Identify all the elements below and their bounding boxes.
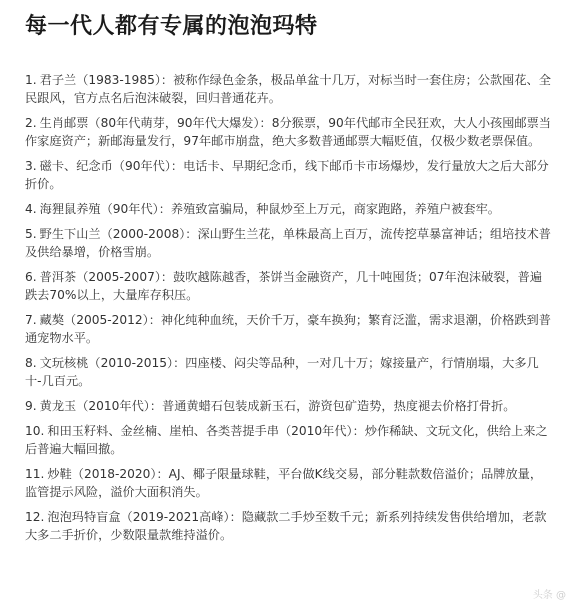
item-text: 炒鞋（2018-2020）：AJ、椰子限量球鞋，平台做K线交易，部分鞋款数倍溢价；品牌放量，监管提示风险，溢价大面积消失。 (25, 467, 543, 499)
item-text: 文玩核桃（2010-2015）：四座楼、闷尖等品种，一对几十万；嫁接量产，行情崩塌，大多几十-几百元。 (25, 356, 539, 388)
list-item-6 (25, 268, 554, 304)
item-text: 普洱茶（2005-2007）：鼓吹越陈越香，茶饼当金融资产，几十吨囤货；07年泡沫破裂，普遍跌去70%以上，大量库存积压。 (25, 270, 543, 302)
list-item-9 (25, 397, 554, 415)
list-item-7 (25, 311, 554, 347)
item-text: 海狸鼠养殖（90年代）：养殖致富骗局，种鼠炒至上万元，商家跑路，养殖户被套牢。 (39, 202, 500, 216)
item-text: 野生下山兰（2000-2008）：深山野生兰花，单株最高上百万，流传挖草暴富神话；组培技术普及供给暴增，价格雪崩。 (25, 227, 551, 259)
list-item-3 (25, 157, 554, 193)
item-text: 黄龙玉（2010年代）：普通黄蜡石包装成新玉石，游资包矿造势，热度褪去价格打骨折。 (39, 399, 516, 413)
item-number: 9. (25, 399, 37, 413)
article-title: 每一代人都有专属的泡泡玛特 (25, 14, 318, 39)
list-item-10 (25, 422, 554, 458)
list-item-4 (25, 200, 554, 218)
item-number: 2. (25, 116, 37, 130)
item-number: 1. (25, 73, 37, 87)
list-item-11 (25, 465, 554, 501)
item-text: 泡泡玛特盲盒（2019-2021高峰）：隐藏款二手炒至数千元；新系列持续发售供给增加，老款大多二手折价，少数限量款维持溢价。 (25, 510, 547, 542)
item-number: 12. (25, 510, 45, 524)
item-number: 3. (25, 159, 37, 173)
item-number: 7. (25, 313, 37, 327)
list-item-5 (25, 225, 554, 261)
item-list (25, 71, 554, 544)
watermark: 头条 @ (532, 590, 566, 601)
item-number: 4. (25, 202, 37, 216)
item-number: 10. (25, 424, 45, 438)
item-number: 8. (25, 356, 37, 370)
item-text: 和田玉籽料、金丝楠、崖柏、各类菩提手串（2010年代）：炒作稀缺、文玩文化，供给上来之后普遍大幅回撤。 (25, 424, 548, 456)
item-text: 藏獒（2005-2012）：神化纯种血统，天价千万，豪车换狗；繁育泛滥，需求退潮，价格跌到普通宠物水平。 (25, 313, 551, 345)
item-text: 君子兰（1983-1985）：被称作绿色金条，极品单盆十几万，对标当时一套住房；公款囤花、全民跟风，官方点名后泡沫破裂，回归普通花卉。 (25, 73, 551, 105)
item-number: 5. (25, 227, 37, 241)
list-item-12 (25, 508, 554, 544)
item-text: 生肖邮票（80年代萌芽，90年代大爆发）：8分猴票，90年代邮市全民狂欢，大人小孩囤邮票当作家庭资产；新邮海量发行，97年邮市崩盘，绝大多数普通邮票大幅贬值，仅极少数老票保值。 (25, 116, 551, 148)
list-item-2 (25, 114, 554, 150)
item-number: 11. (25, 467, 45, 481)
item-text: 磁卡、纪念币（90年代）：电话卡、早期纪念币，线下邮币卡市场爆炒，发行量放大之后大部分折价。 (25, 159, 549, 191)
list-item-8 (25, 354, 554, 390)
list-item-1 (25, 71, 554, 107)
item-number: 6. (25, 270, 37, 284)
